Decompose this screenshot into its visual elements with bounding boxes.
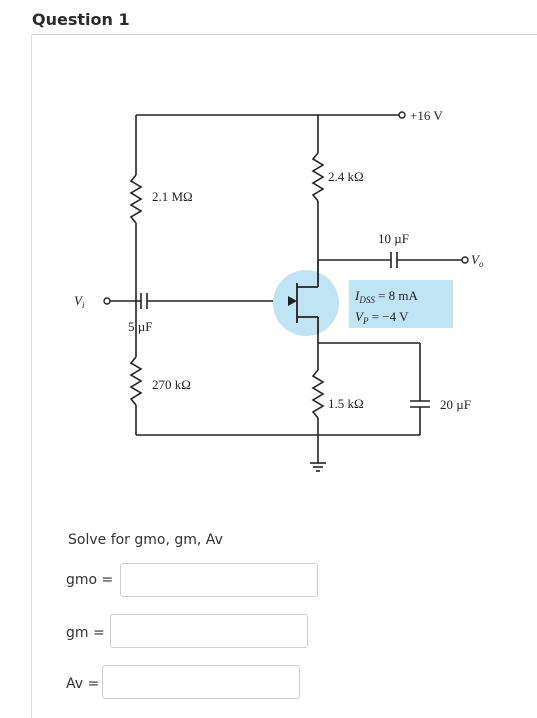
idss-label: $I_{DSS} = 8$ mA (355, 288, 418, 305)
r-source-label: 1.5 kΩ (328, 396, 364, 411)
question-title: Question 1 (32, 10, 130, 29)
title-divider (32, 34, 537, 35)
c-source-label: 20 µF (440, 397, 471, 412)
jfet-highlight (273, 270, 339, 336)
jfet-circuit-diagram (48, 95, 488, 495)
supply-label: +16 V (410, 108, 443, 123)
gm-answer-input[interactable] (110, 614, 308, 648)
question-prompt: Solve for gmo, gm, Av (68, 532, 223, 548)
vo-label: $V_o$ (471, 252, 484, 269)
gm-label: gm = (66, 625, 105, 641)
c-out-label: 10 µF (378, 231, 409, 246)
gmo-label: gmo = (66, 572, 114, 588)
r-gate-bottom-label: 270 kΩ (152, 377, 191, 392)
c-in-label: 5 µF (128, 319, 153, 334)
av-answer-input[interactable] (102, 665, 300, 699)
vp-label: $V_P = -4$ V (355, 309, 409, 326)
left-border (31, 35, 32, 718)
r-drain-label: 2.4 kΩ (328, 169, 364, 184)
vi-label: $V_i$ (74, 293, 85, 310)
gmo-answer-input[interactable] (120, 563, 318, 597)
av-label: Av = (66, 676, 100, 692)
r-gate-top-label: 2.1 MΩ (152, 189, 193, 204)
